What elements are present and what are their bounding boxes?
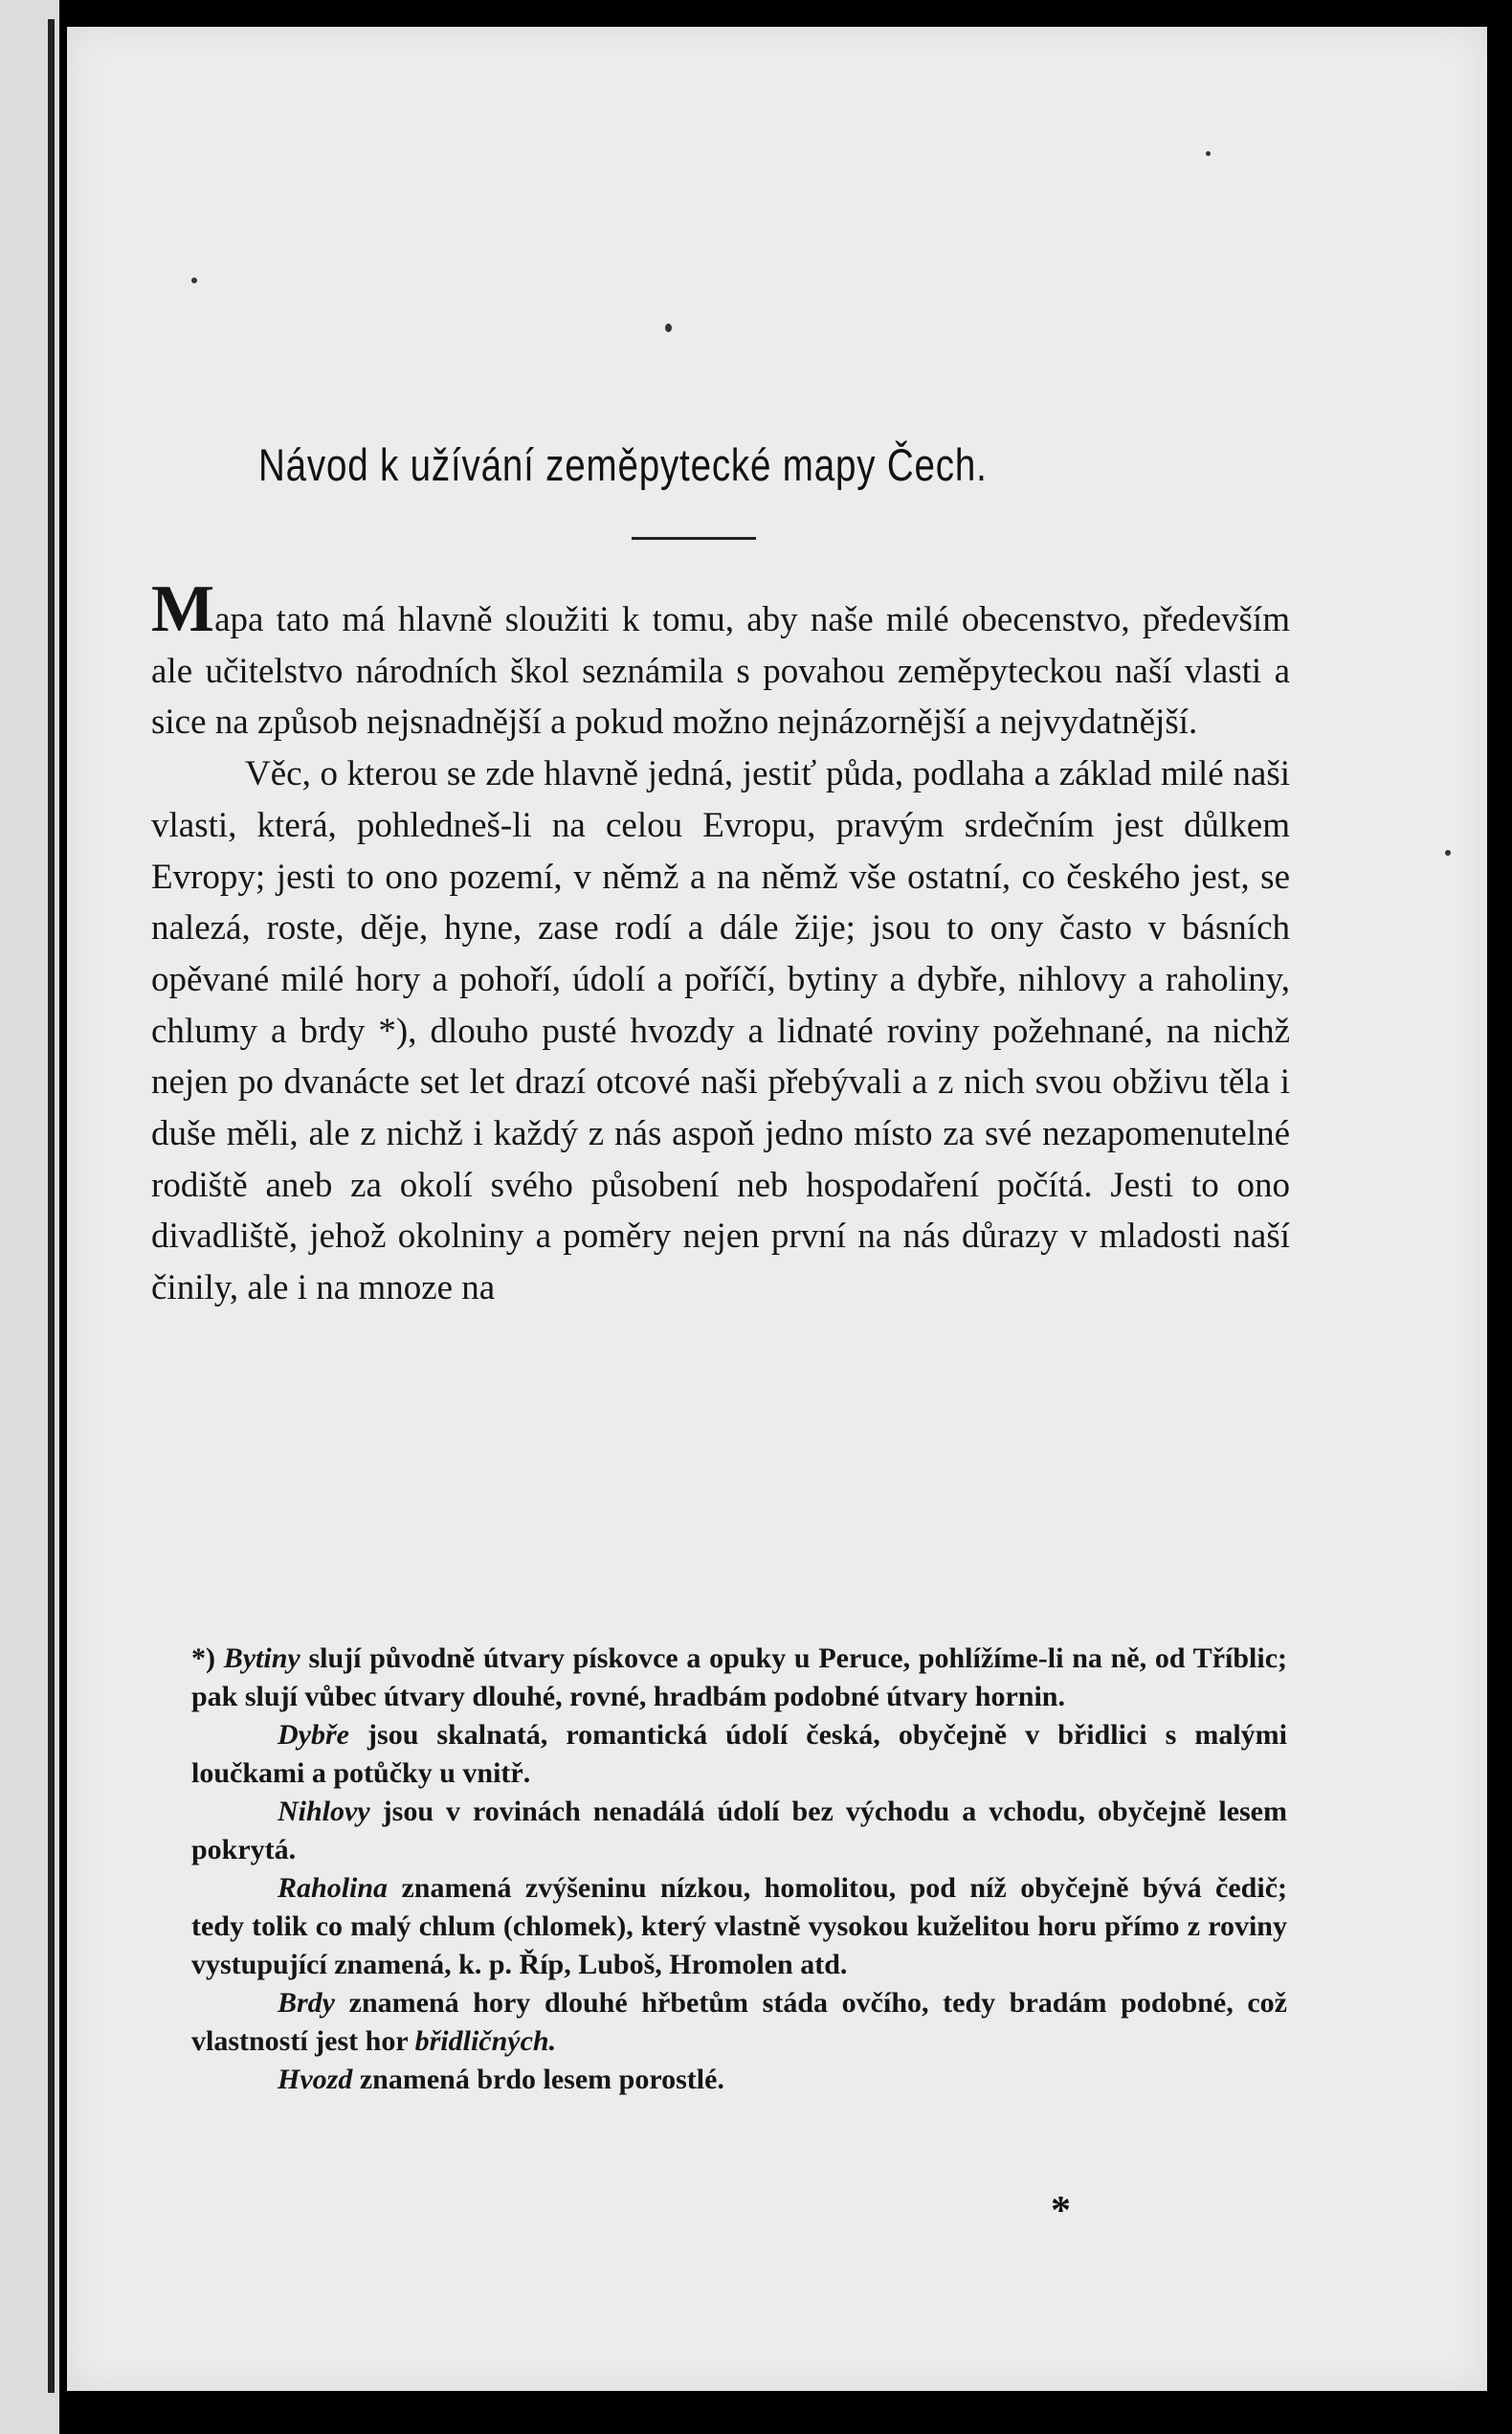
footnote-term: Nihlovy bbox=[278, 1796, 370, 1827]
footnote-hvozd bbox=[191, 2061, 1287, 2099]
footnote-text: slují původně útvary pískovce a opuky u Peruce, pohlížíme-li na ně, od Tříblic; pak slují vůbec útvary dlouhé, rovné, hradbám podobné útvary hornin. bbox=[191, 1642, 1288, 1712]
paragraph-1-text: apa tato má hlavně sloužiti k tomu, aby naše milé obecenstvo, především ale učitelstvo národních škol seznámila s povahou zeměpyteckou naší vlasti a sice na způsob nejsnadnější a pokud možno nejnázornější a nejvydatnější. bbox=[151, 600, 1290, 743]
ink-speck bbox=[1445, 850, 1451, 856]
footnote-term: Brdy bbox=[278, 1987, 335, 2019]
footnote-term: Raholina bbox=[278, 1872, 389, 1904]
ink-speck bbox=[665, 324, 672, 332]
footnote-term: Bytiny bbox=[223, 1642, 300, 1674]
paragraph-1 bbox=[151, 572, 1290, 748]
footnote-text: jsou v rovinách nenadálá údolí bez východu a vchodu, obyčejně lesem pokrytá. bbox=[191, 1796, 1287, 1865]
footnote-text: znamená hory dlouhé hřbetům stáda ovčího, tedy bradám podobné, což vlastností jest hor bbox=[191, 1987, 1287, 2057]
footnote-marker: *) bbox=[191, 1642, 215, 1674]
paragraph-2: Věc, o kterou se zde hlavně jedná, jestiť půda, podlaha a základ milé naši vlasti, která, pohledneš-li na celou Evropu, pravým srdečním jest důlkem Evropy; jesti to ono pozemí, v němž a na němž vše ostatní, co českého jest, se nalezá, roste, děje, hyne, zase rodí a dále žije; jsou to ony často v básních opěvané milé hory a pohoří, údolí a poříčí, bytiny a dybře, nihlovy a raholiny, chlumy a brdy *), dlouho pusté hvozdy a lidnaté roviny požehnané, na nichž nejen po dvanácte set let drazí otcové naši přebývali a z nich svou obživu těla i duše měli, ale z nichž i každý z nás aspoň jedno místo za své nezapomenutelné rodiště aneb za okolí svého působení neb hospodaření počítá. Jesti to ono divadliště, jehož okolniny a poměry nejen první na nás důrazy v mladosti naší činily, ale i na mnoze na bbox=[151, 754, 1290, 1308]
title-rule bbox=[632, 537, 756, 540]
footnotes bbox=[191, 1640, 1287, 2099]
footnote-term: Hvozd bbox=[278, 2064, 353, 2095]
footnote-emphasis: břidličných. bbox=[414, 2025, 557, 2057]
footnote-brdy bbox=[191, 1984, 1287, 2061]
ink-speck bbox=[191, 278, 197, 283]
left-page-edge bbox=[0, 0, 59, 2434]
footnote-term: Dybře bbox=[278, 1719, 349, 1751]
footnote-text: znamená brdo lesem porostlé. bbox=[352, 2064, 724, 2095]
ink-speck bbox=[1206, 151, 1211, 156]
footnote-nihlovy bbox=[191, 1793, 1287, 1869]
body-text bbox=[151, 572, 1290, 1314]
page-title: Návod k užívání zeměpytecké mapy Čech. bbox=[258, 439, 988, 490]
footnote-bytiny bbox=[191, 1640, 1287, 1716]
footnote-text: znamená zvýšeninu nízkou, homolitou, pod níž obyčejně bývá čedič; tedy tolik co malý chlum (chlomek), který vlastně vysokou kuželitou horu přímo z roviny vystupující znamená, k. p. Říp, Luboš, Hromolen atd. bbox=[191, 1872, 1287, 1980]
footnote-dybre bbox=[191, 1716, 1287, 1793]
footnote-raholina bbox=[191, 1869, 1287, 1984]
book-page bbox=[67, 27, 1487, 2391]
bottom-mark: * bbox=[1051, 2189, 1071, 2233]
drop-cap: M bbox=[151, 572, 215, 646]
footnote-text: jsou skalnatá, romantická údolí česká, obyčejně v břidlici s malými loučkami a potůčky u vnitř. bbox=[191, 1719, 1287, 1789]
